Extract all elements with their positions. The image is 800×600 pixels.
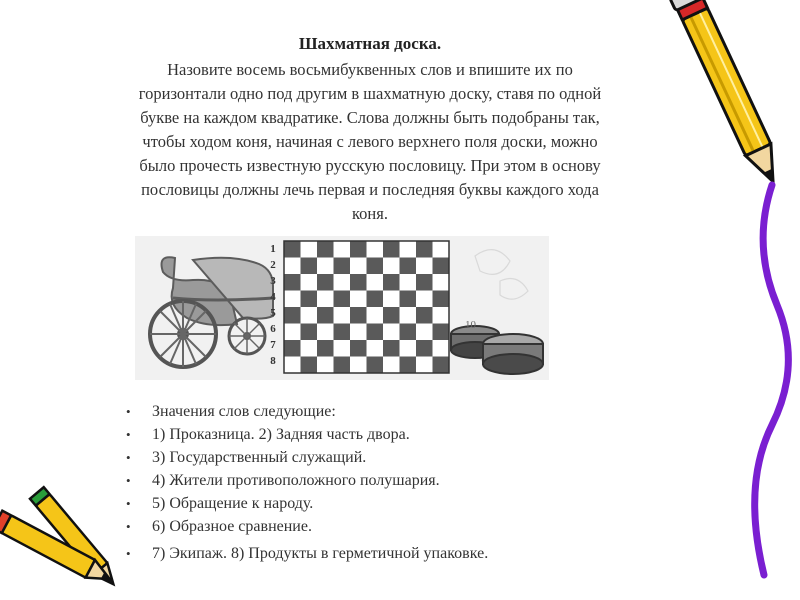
board-square <box>334 340 351 357</box>
paragraph-line: букве на каждом квадратике. Слова должны быть подобраны так, <box>140 108 600 127</box>
list-item <box>122 515 682 538</box>
row-number: 2 <box>270 259 276 271</box>
board-square <box>433 340 450 357</box>
bullet-icon: • <box>126 496 131 511</box>
board-square <box>301 357 318 374</box>
board-square <box>383 307 400 324</box>
board-square <box>433 307 450 324</box>
row-number: 1 <box>270 243 276 255</box>
word-meanings-list <box>122 400 682 565</box>
list-item-text: 6) Образное сравнение. <box>152 518 312 535</box>
board-square <box>433 258 450 275</box>
picture-number: 10 <box>465 319 476 331</box>
board-square <box>383 258 400 275</box>
board-square <box>367 274 384 291</box>
chessboard <box>284 241 449 373</box>
board-square <box>317 357 334 374</box>
board-square <box>433 357 450 374</box>
board-square <box>350 274 367 291</box>
board-square <box>334 324 351 341</box>
board-square <box>317 291 334 308</box>
pencils-left-icon <box>0 480 125 600</box>
bullet-icon: • <box>126 546 131 561</box>
board-square <box>433 291 450 308</box>
board-square <box>400 340 417 357</box>
board-square <box>301 291 318 308</box>
board-square <box>284 324 301 341</box>
row-number: 6 <box>270 323 276 335</box>
board-square <box>317 324 334 341</box>
row-number: 4 <box>270 291 276 303</box>
pencil-right-icon <box>640 0 800 600</box>
row-number: 5 <box>270 307 276 319</box>
board-square <box>284 241 301 258</box>
board-square <box>334 274 351 291</box>
board-square <box>416 291 433 308</box>
board-square <box>334 307 351 324</box>
board-square <box>416 340 433 357</box>
row-number: 3 <box>270 275 276 287</box>
list-item <box>122 469 682 492</box>
board-square <box>334 357 351 374</box>
board-square <box>301 241 318 258</box>
list-item-text: 1) Проказница. 2) Задняя часть двора. <box>152 426 410 443</box>
bullet-icon: • <box>126 404 131 419</box>
board-square <box>301 307 318 324</box>
board-square <box>400 258 417 275</box>
board-square <box>301 340 318 357</box>
board-square <box>317 258 334 275</box>
bullet-icon: • <box>126 473 131 488</box>
board-square <box>383 357 400 374</box>
paragraph-line: чтобы ходом коня, начиная с левого верхнего поля доски, можно <box>142 132 598 151</box>
list-item-text: 4) Жители противоположного полушария. <box>152 472 440 489</box>
board-square <box>400 357 417 374</box>
board-square <box>400 241 417 258</box>
board-square <box>334 241 351 258</box>
board-square <box>301 274 318 291</box>
board-square <box>301 258 318 275</box>
board-square <box>350 324 367 341</box>
board-square <box>416 307 433 324</box>
board-square <box>367 340 384 357</box>
board-square <box>317 307 334 324</box>
board-square <box>350 357 367 374</box>
board-square <box>350 241 367 258</box>
board-square <box>284 291 301 308</box>
board-square <box>400 307 417 324</box>
board-square <box>383 241 400 258</box>
board-square <box>284 307 301 324</box>
board-square <box>383 324 400 341</box>
board-square <box>350 291 367 308</box>
board-square <box>317 274 334 291</box>
task-paragraph <box>60 58 680 226</box>
list-item <box>122 423 682 446</box>
board-square <box>350 307 367 324</box>
board-square <box>416 274 433 291</box>
list-item <box>122 446 682 469</box>
board-square <box>416 258 433 275</box>
board-square <box>416 241 433 258</box>
paragraph-line: коня. <box>352 204 388 223</box>
board-square <box>317 241 334 258</box>
list-item-text: 3) Государственный служащий. <box>152 449 367 466</box>
board-square <box>383 274 400 291</box>
board-square <box>400 291 417 308</box>
board-square <box>317 340 334 357</box>
board-square <box>433 241 450 258</box>
list-item-text: 5) Обращение к народу. <box>152 495 314 512</box>
board-square <box>284 274 301 291</box>
chessboard-picture <box>135 236 549 380</box>
board-square <box>367 357 384 374</box>
board-square <box>350 340 367 357</box>
board-square <box>284 258 301 275</box>
board-square <box>334 258 351 275</box>
paragraph-line: Назовите восемь восьмибуквенных слов и впишите их по <box>167 60 573 79</box>
bullet-icon: • <box>126 450 131 465</box>
paragraph-line: пословицы должны лечь первая и последняя буквы каждого хода <box>141 180 599 199</box>
list-item <box>122 492 682 515</box>
board-square <box>400 324 417 341</box>
board-square <box>284 357 301 374</box>
board-square <box>334 291 351 308</box>
list-item <box>122 542 682 565</box>
board-square <box>367 324 384 341</box>
board-square <box>383 340 400 357</box>
board-square <box>416 357 433 374</box>
list-item-text: Значения слов следующие: <box>152 403 336 420</box>
bullet-icon: • <box>126 427 131 442</box>
board-square <box>367 291 384 308</box>
board-square <box>284 340 301 357</box>
board-square <box>416 324 433 341</box>
bullet-icon: • <box>126 519 131 534</box>
board-square <box>433 324 450 341</box>
row-number: 8 <box>270 355 276 367</box>
board-square <box>400 274 417 291</box>
list-item <box>122 400 682 423</box>
board-square <box>367 241 384 258</box>
board-square <box>367 307 384 324</box>
paragraph-line: горизонтали одно под другим в шахматную доску, ставя по одной <box>138 84 602 103</box>
board-square <box>383 291 400 308</box>
board-square <box>367 258 384 275</box>
board-square <box>350 258 367 275</box>
board-square <box>433 274 450 291</box>
slide-title: Шахматная доска. <box>298 34 442 53</box>
list-item-text: 7) Экипаж. 8) Продукты в герметичной упаковке. <box>152 545 489 562</box>
row-number: 7 <box>270 339 276 351</box>
paragraph-line: было прочесть известную русскую пословицу. При этом в основу <box>139 156 601 175</box>
board-square <box>301 324 318 341</box>
